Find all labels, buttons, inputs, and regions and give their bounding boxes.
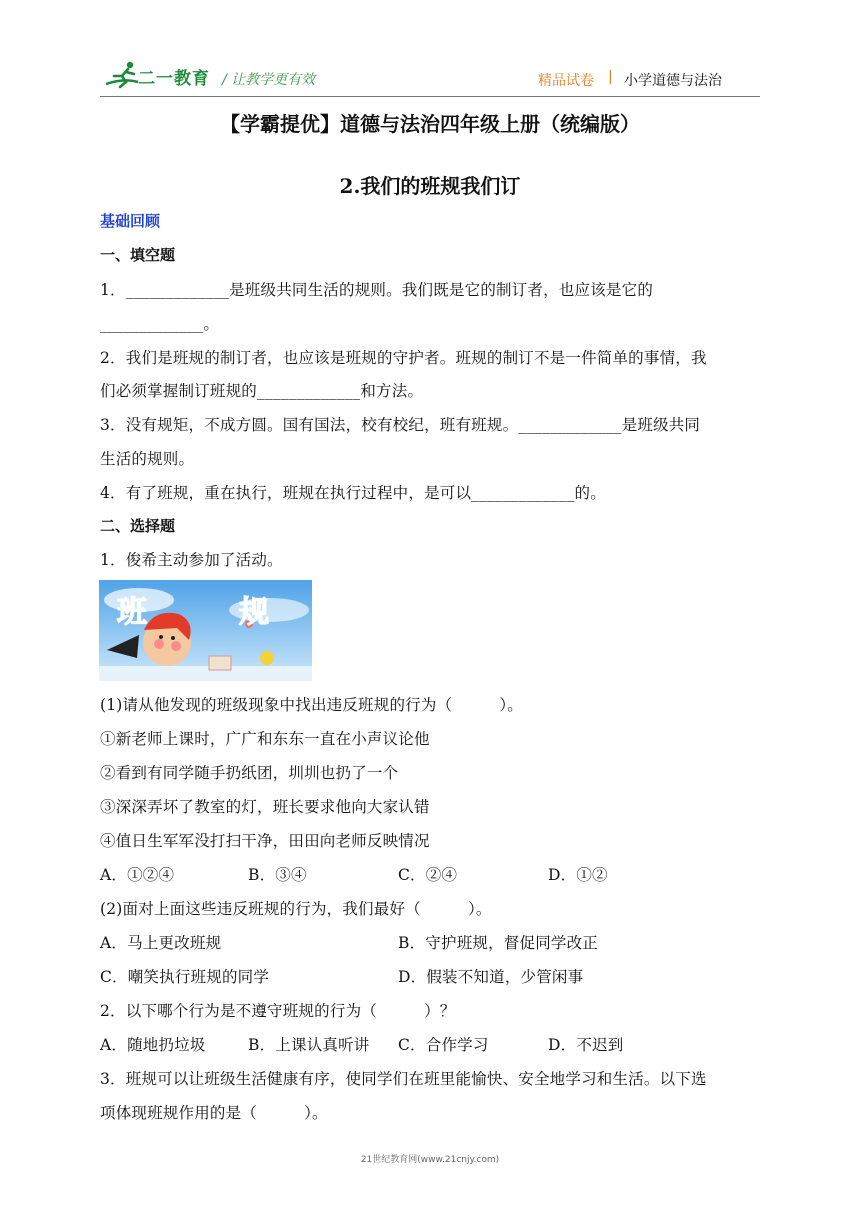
fill-section-heading: 一、填空题 bbox=[100, 246, 176, 264]
fill-q3-line1: 3．没有规矩，不成方圆。国有国法，校有校纪，班有班规。_____________是班级共同 bbox=[100, 416, 701, 434]
document-title: 【学霸提优】道德与法治四年级上册（统编版） bbox=[220, 112, 640, 136]
choice-q3-line2: 项体现班规作用的是（ ）。 bbox=[100, 1104, 328, 1122]
header-category: 精品试卷 bbox=[538, 73, 594, 89]
q2-option-a: A．随地扔垃圾 bbox=[100, 1036, 206, 1054]
section-basic-review: 基础回顾 bbox=[100, 212, 161, 230]
choice-q1-part1: (1)请从他发现的班级现象中找出违反班规的行为（ ）。 bbox=[100, 696, 524, 714]
image-char-gui: 规 bbox=[239, 595, 269, 630]
q2-option-d: D．不迟到 bbox=[548, 1036, 624, 1054]
choice-item-1: ①新老师上课时，广广和东东一直在小声议论他 bbox=[100, 730, 430, 748]
logo-text: 二一教育 bbox=[138, 69, 210, 89]
choice-item-2: ②看到有同学随手扔纸团，圳圳也扔了一个 bbox=[100, 764, 399, 782]
choice-q1-stem: 1．俊希主动参加了活动。 bbox=[100, 551, 283, 569]
header-separator: | bbox=[608, 69, 613, 85]
q1-2-option-c: C．嘲笑执行班规的同学 bbox=[100, 968, 270, 986]
choice-q2: 2．以下哪个行为是不遵守班规的行为（ ）？ bbox=[100, 1002, 456, 1020]
fill-q4: 4．有了班规，重在执行，班规在执行过程中，是可以_____________的。 bbox=[100, 484, 606, 502]
q1-1-option-c: C．②④ bbox=[398, 866, 458, 884]
fill-q2-line2: 们必须掌握制订班规的_____________和方法。 bbox=[100, 382, 424, 400]
q1-2-option-b: B．守护班规，督促同学改正 bbox=[398, 934, 598, 952]
choice-q1-part2: (2)面对上面这些违反班规的行为，我们最好（ ）。 bbox=[100, 900, 492, 918]
q2-option-b: B．上课认真听讲 bbox=[248, 1036, 370, 1054]
q1-1-option-b: B．③④ bbox=[248, 866, 307, 884]
q1-1-option-a: A．①②④ bbox=[100, 866, 175, 884]
class-rules-picture bbox=[99, 580, 312, 681]
choice-item-3: ③深深弄坏了教室的灯，班长要求他向大家认错 bbox=[100, 798, 430, 816]
header-rule bbox=[100, 96, 760, 97]
fill-q1-line1: 1．_____________是班级共同生活的规则。我们既是它的制订者，也应该是它的 bbox=[100, 281, 654, 299]
q1-1-option-d: D．①② bbox=[548, 866, 608, 884]
choice-item-4: ④值日生军军没打扫干净，田田向老师反映情况 bbox=[100, 832, 430, 850]
image-char-ban: 班 bbox=[117, 595, 147, 630]
slogan: / 让教学更有效 bbox=[222, 72, 316, 88]
q2-option-c: C．合作学习 bbox=[398, 1036, 489, 1054]
fill-q1-line2: _____________。 bbox=[100, 315, 220, 333]
q1-2-option-a: A．马上更改班规 bbox=[100, 934, 222, 952]
page-footer: 21世纪教育网(www.21cnjy.com) bbox=[360, 1155, 500, 1165]
q1-2-option-d: D．假装不知道，少管闲事 bbox=[398, 968, 584, 986]
choice-section-heading: 二、选择题 bbox=[100, 517, 176, 535]
choice-q3-line1: 3．班规可以让班级生活健康有序，使同学们在班里能愉快、安全地学习和生活。以下选 bbox=[100, 1070, 707, 1088]
header-subject: 小学道德与法治 bbox=[624, 73, 722, 89]
fill-q3-line2: 生活的规则。 bbox=[100, 450, 195, 468]
fill-q2-line1: 2．我们是班规的制订者，也应该是班规的守护者。班规的制订不是一件简单的事情，我 bbox=[100, 349, 707, 367]
lesson-title: 2.我们的班规我们订 bbox=[339, 174, 521, 198]
class-rules-illustration bbox=[99, 580, 312, 681]
